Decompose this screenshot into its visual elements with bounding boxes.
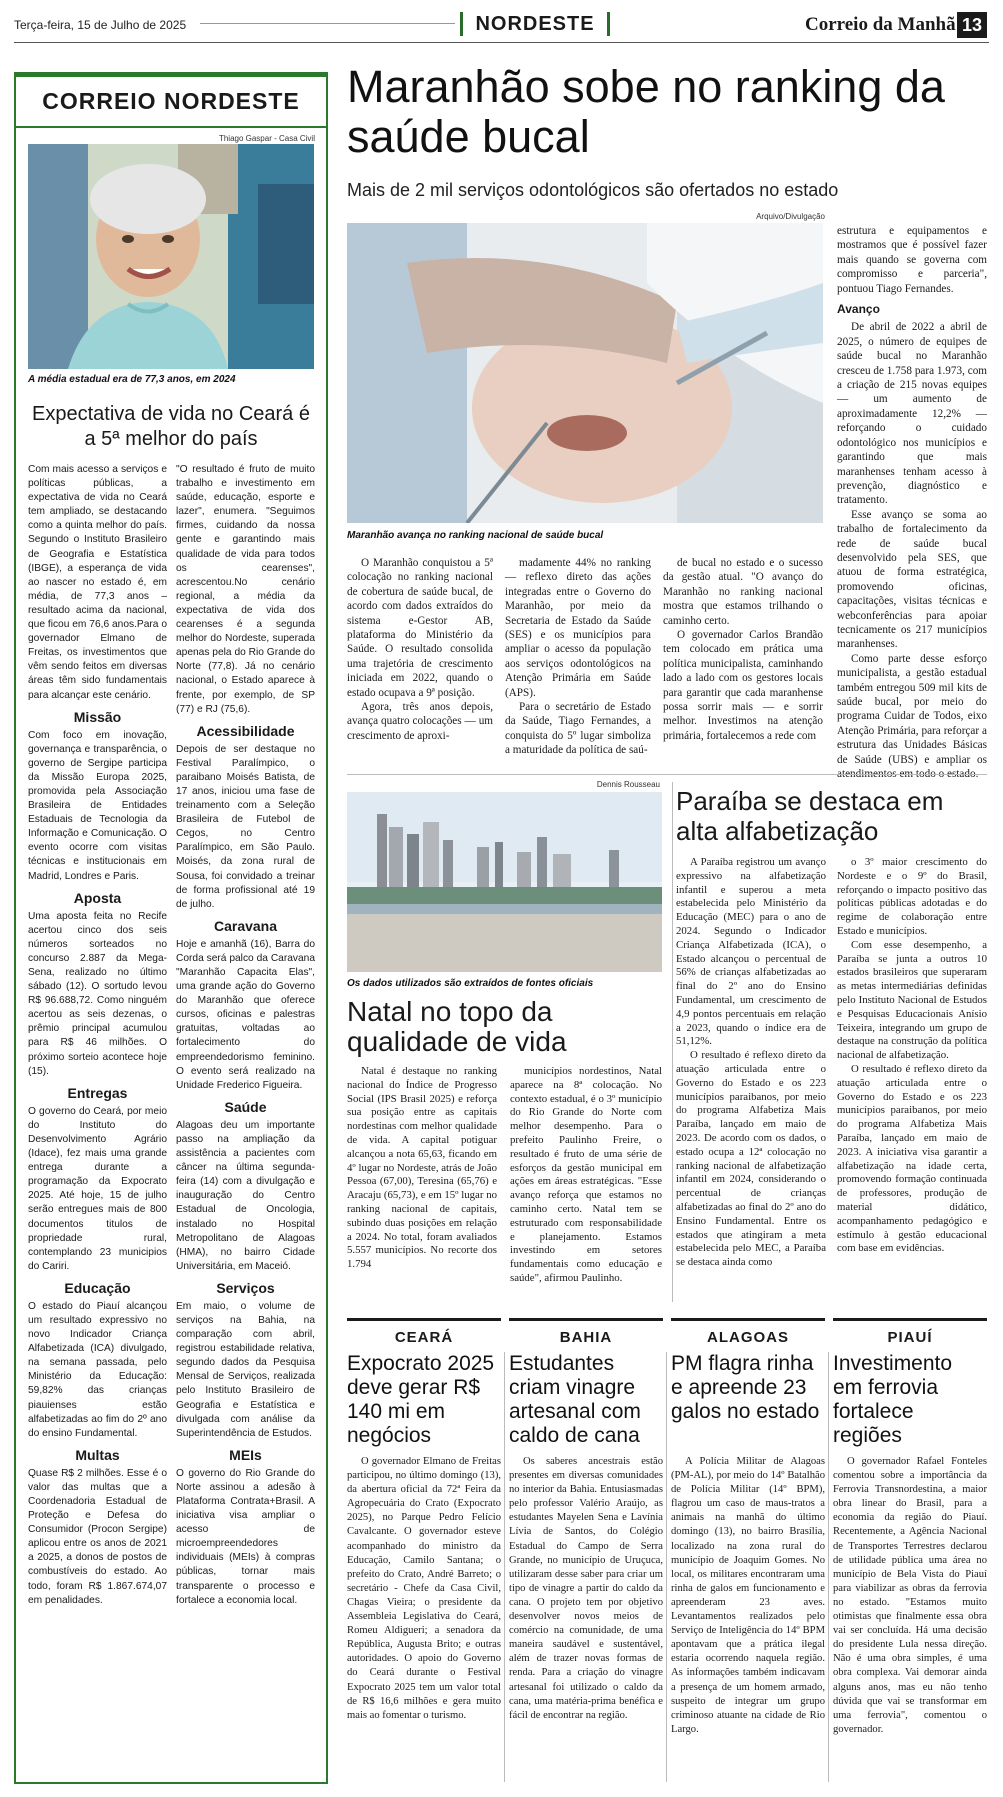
brief-title: Educação [64, 1279, 131, 1296]
sidebar-headline: Expectativa de vida no Ceará é a 5ª melhor do país [32, 403, 310, 450]
brief-title: Missão [73, 708, 122, 725]
brief-text: Depois de ser destaque no Festival Paralímpico, o paraibano Moisés Batista, de 17 anos, iniciou uma fase de treinamento com a Seleção Brasileira de Futebol de Cegos, no Centro Paralímpico, em São Paulo. Moisés, da zona rural de Sousa, foi convidado a treinar de forma profissional até 19 de julho. [176, 743, 315, 910]
main-photo-caption: Maranhão avança no ranking nacional de saúde bucal [347, 530, 604, 541]
article-paragraph: Com esse desempenho, a Paraíba se junta a outros 10 estados brasileiros que superaram as metas intermediárias definidas pelo Instituto Nacional de Estudos e Pesquisas Educacionais Anísio Teixeira, integrando um grupo de destaque na construção da política nacional de alfabetização. [837, 938, 987, 1062]
sidebar-lead-left: Com mais acesso a serviços e políticas públicas, a expectativa de vida no Ceará tem ampliado, se destacando como a quinta melhor do país. Segundo o Instituto Brasileiro de Geografia e Estatística (IBGE), a esperança de vida ao nascer no estado é, em média, de 77,3 anos – resultado acima da nacional, que ficou em 76,6 anos.Para o governador Elmano de Freitas, os investimentos que vêm sendo feitos em diversas áreas têm sido fundamentais para alcançar este cenário. [28, 464, 167, 701]
header-rule [14, 42, 989, 43]
natal-col-2 [510, 1065, 662, 1286]
article-paragraph: de bucal no estado e o sucesso da gestão atual. "O avanço do Maranhão no ranking nacional mostra que estamos trilhando o caminho certo. [663, 557, 823, 627]
brief-category: PIAUÍ [833, 1318, 987, 1346]
column-rule [672, 782, 673, 1302]
brief-title: Entregas [67, 1084, 128, 1101]
dentist-photo [347, 223, 823, 523]
brief-category: BAHIA [509, 1318, 663, 1346]
brief-body [671, 1455, 825, 1737]
main-col-1 [347, 556, 493, 743]
main-headline: Maranhão sobe no ranking da saúde bucal [347, 61, 945, 162]
brief-paragraph: Os saberes ancestrais estão presentes em diversas comunidades no interior da Bahia. Entusiasmadas pelo professor Valério Araújo, as estudantes Mayelen Sena e Lavínia Lívia de Santos, do Colégio Estadual do Campo de Serra Grande, no município de Uruçuca, utilizaram desse saber para criar um tipo de vinagre a partir do caldo da cana. O projeto tem por objetivo desenvolver novos meios de comércio na comunidade, de uma maneira saudável e sustentável, além de trazer novas formas de renda. Para a criação do vinagre artesanal foi utilizado o caldo da cana, uma matéria-prima benéfica e fácil de encontrar na região. [509, 1456, 663, 1721]
main-subtitle: Mais de 2 mil serviços odontológicos são ofertados no estado [347, 180, 839, 200]
brief-headline: Investimento em ferrovia fortalece regiões [833, 1352, 953, 1447]
page-header [0, 0, 1003, 42]
sidebar-photo-caption: A média estadual era de 77,3 anos, em 2024 [28, 374, 236, 385]
masthead-logo: Correio da Manhã [805, 14, 956, 35]
paraiba-col-2 [837, 856, 987, 1256]
sidebar-column-right [176, 463, 315, 1608]
brief-category: CEARÁ [347, 1318, 501, 1346]
column-rule [828, 1352, 829, 1782]
brief-text: Em maio, o volume de serviços na Bahia, na comparação com abril, registrou estabilidade relativa, segundo dados da Pesquisa Mensal de Serviços, realizada pelo Instituto Brasileiro de Geografia e Estatística e divulgada com análise da Superintendência de Estudos. [176, 1300, 315, 1439]
brief-title: Acessibilidade [196, 722, 295, 739]
article-paragraph: Como parte desse esforço municipalista, a gestão estadual também entregou 509 mil kits de saúde bucal, por meio do programa Cuidar de Todos, eixo Atenção Primária, para reforçar a estrutura das Unidades Básicas de Saúde (UBS) e ampliar os atendimentos em todo o estado. [837, 652, 987, 781]
brief-title: Saúde [224, 1098, 267, 1115]
article-paragraph: O Maranhão conquistou a 5ª colocação no ranking nacional de cobertura de saúde bucal, de acordo com dados extraídos do sistema e-Gestor AB, plataforma do Ministério da Saúde. O resultado consolida uma trajetória de crescimento iniciada em 2022, quando o estado ocupava a 9ª posição. [347, 557, 493, 699]
sidebar-photo-credit: Thiago Gaspar - Casa Civil [218, 134, 315, 143]
brief-category: ALAGOAS [671, 1318, 825, 1346]
natal-headline: Natal no topo da qualidade de vida [347, 996, 567, 1057]
section-label: NORDESTE [460, 12, 610, 36]
article-paragraph: Agora, três anos depois, avança quatro colocações — um crescimento de aproxi- [347, 701, 493, 742]
article-paragraph: A Paraíba registrou um avanço expressivo na alfabetização infantil e superou a meta estabelecida pelo Ministério da Educação (MEC) para o ano de 2024. Segundo o Indicador Criança Alfabetizada (ICA), o Estado alcançou o percentual de 56% de crianças alfabetizadas ao final do 2º ano do Ensino Fundamental, um crescimento de 4,9 pontos percentuais em relação a 2023, quando o índice era de 51,12%. [676, 856, 826, 1048]
elderly-woman-illustration [28, 144, 314, 369]
sidebar-column-left [28, 463, 167, 1608]
page-number: 13 [957, 12, 987, 38]
header-divider [200, 23, 455, 24]
article-paragraph: Esse avanço se soma ao trabalho de fortalecimento da rede de saúde bucal desenvolvido pela SES, que atuou de forma estratégica, promovendo oficinas, capacitações, visitas técnicas e webconferências para apoiar tecnicamente os 217 municípios maranhenses. [837, 508, 987, 651]
article-paragraph: O governador Carlos Brandão tem colocado em prática uma política municipalista, caminhando lado a lado com os gestores locais para garantir que cada maranhense possa sorrir mais — e sorrir melhor. Investimos na atenção primária, fortalecemos a rede com [663, 629, 823, 742]
column-rule [504, 1352, 505, 1782]
article-paragraph: O resultado é reflexo direto da atuação articulada entre o Governo do Estado e os 223 municípios paraibanos, por meio do programa Alfabetiza Mais Paraíba, lançado em maio de 2023. De acordo com os dados, o estado ocupa a 12ª colocação no ranking nacional de alfabetização infantil em 2024, considerando o percentual de crianças alfabetizadas ao final do 2º ano do Ensino Fundamental. Entre os estados que atingiram a meta estabelecida pelo MEC, a Paraíba se destaca ainda como [676, 1049, 826, 1269]
brief-paragraph: O governador Elmano de Freitas participou, no último domingo (13), da abertura oficial da 72ª Feira da Agropecuária do Crato (Expocrato 2025), no Parque Pedro Felício Cavalcante. O governador esteve acompanhado do ministro da Educação, Camilo Santana; o prefeito do Crato, André Barreto; o secretário - Chefe da Casa Civil, Chagas Vieira; o presidente da Assembleia Legislativa do Ceará, Romeu Aldigueri; a senadora da República, Augusta Brito; e outras autoridades. O apoio do Governo do Ceará durante o Festival Expocrato 2025 tem um valor total de R$ 16,6 milhões e gera muito mais ao fomentar o turismo. [347, 1456, 501, 1721]
article-paragraph: madamente 44% no ranking — reflexo direto das ações integradas entre o Governo do Maranhão, por meio da Secretaria de Estado da Saúde (SES) e os municípios para ampliar o acesso da população aos serviços odontológicos na Atenção Primária em Saúde (APS). [505, 557, 651, 699]
brief-title: Caravana [213, 917, 278, 934]
column-rule [666, 1352, 667, 1782]
brief-title: Aposta [73, 889, 122, 906]
elderly-woman-photo [28, 144, 314, 369]
article-paragraph: O resultado é reflexo direto da atuação articulada entre o Governo do Estado e os 223 municípios paraibanos, por meio do programa Alfabetiza Mais Paraíba, lançado em maio de 2023. A iniciativa visa garantir a alfabetização na idade certa, promovendo formação continuada de professores, produção de material didático, acompanhamento pedagógico e estímulo à gestão educacional com base em evidências. [837, 1062, 987, 1255]
main-photo-credit: Arquivo/Divulgação [756, 212, 825, 221]
main-col-2 [505, 556, 651, 758]
brief-headline: Expocrato 2025 deve gerar R$ 140 mi em negócios [347, 1352, 495, 1447]
brief-text: Com foco em inovação, governança e transparência, o governo de Sergipe participa da Missão Europa 2025, promovida pela Associação Brasileira de Entidades Estaduais de Tecnologia da Informação e Comunicação. O evento ocorre com visitas técnicas e institucionais em Madrid, Londres e Paris. [28, 729, 167, 882]
brief-text: O governo do Rio Grande do Norte assinou a adesão à Plataforma Contrata+Brasil. A iniciativa visa ampliar o acesso de microempreendedores individuais (MEIs) à compras públicas, tornar mais transparente o processo e fortalece a economia local. [176, 1467, 315, 1606]
article-paragraph: Para o secretário de Estado da Saúde, Tiago Fernandes, a conquista do 5º lugar simboliza a maturidade da política de saú- [505, 701, 651, 757]
issue-date: Terça-feira, 15 de Julho de 2025 [14, 18, 187, 32]
sidebar-title: CORREIO NORDESTE [14, 72, 328, 128]
brief-paragraph: O governador Rafael Fonteles comentou sobre a importância da Ferrovia Transnordestina, a maior obra linear do Brasil, para a economia da região do Piauí. Recentemente, a Agência Nacional de Transportes Terrestres declarou de utilidade pública uma área no município de Bela Vista do Piauí para viabilizar as obras da ferrovia no estado. "Estamos muito otimistas que finalmente essa obra vai ser concluída. Há uma decisão do presidente Lula nessa direção. Não é uma obra simples, é uma obra complexa. Vai demorar ainda alguns anos, mas eu não tenho dúvida que vai se transformar em uma ferrovia", comentou o governador. [833, 1456, 987, 1735]
natal-beach-photo [347, 792, 662, 972]
natal-col-1 [347, 1065, 497, 1272]
main-col-3 [663, 556, 823, 743]
article-paragraph: De abril de 2022 a abril de 2025, o número de equipes de saúde bucal no Maranhão cresceu de 1.758 para 1.973, com a criação de 215 novas equipes — um aumento de aproximadamente 12,2% — reforçando o cuidado odontológico nos municípios e garantindo que mais maranhenses tenham acesso à prevenção, diagnóstico e tratamento. [837, 321, 987, 507]
brief-headline: PM flagra rinha e apreende 23 galos no estado [671, 1352, 820, 1423]
natal-photo-caption: Os dados utilizados são extraídos de fontes oficiais [347, 978, 594, 989]
paraiba-col-1 [676, 856, 826, 1270]
paraiba-headline: Paraíba se destaca em alta alfabetização [676, 786, 944, 846]
brief-text: Alagoas deu um importante passo na ampliação da assistência a pacientes com câncer na última segunda-feira (14) com a divulgação e inauguração do Centro Estadual de Oncologia, instalado no Hospital Metropolitano de Alagoas (HMA), no bairro Cidade Universitária, em Maceió. [176, 1119, 315, 1272]
article-paragraph: Natal é destaque no ranking nacional do Índice de Progresso Social (IPS Brasil 2025) e reforça sua posição entre as capitais nordestinas com melhor qualidade de vida. A capital potiguar alcançou a nota 65,63, ficando em 4º lugar no Nordeste, atrás de João Pessoa (67,00), Teresina (65,76) e Aracaju (65,73), e em 15º lugar no ranking nacional de capitais, subindo duas posições em relação a 2024. No total, foram avaliados 5.557 municípios. No recorte dos 1.794 [347, 1065, 497, 1271]
natal-photo-credit: Dennis Rousseau [596, 780, 660, 789]
natal-beach-illustration [347, 792, 662, 972]
brief-title: MEIs [229, 1446, 262, 1463]
brief-body [347, 1455, 501, 1723]
brief-text: Hoje e amanhã (16), Barra do Corda será palco da Caravana "Maranhão Capacita Elas", uma grande ação do Governo do Maranhão que oferece cursos, oficinas e palestras gratuitas, voltadas ao fortalecimento do empreendedorismo feminino. O evento será realizado na Unidade Frederico Figueira. [176, 938, 315, 1091]
brief-text: O estado do Piauí alcançou um resultado expressivo no novo Indicador Criança Alfabetizada (ICA) divulgado, na semana passada, pelo Ministério da Educação: 59,82% das crianças piauienses estão alfabetizadas ao fim do 2º ano do ensino Fundamental. [28, 1300, 167, 1439]
brief-paragraph: A Polícia Militar de Alagoas (PM-AL), por meio do 14º Batalhão de Polícia Militar (14º BPM), flagrou um caso de maus-tratos a animais na manhã do último domingo (13), no bairro Brasília, localizado na zona rural do município de Joaquim Gomes. No local, os militares encontraram uma rinha de galos em funcionamento e apreenderam 23 aves. Levantamentos realizados pelo Serviço de Inteligência do 14º BPM apontavam que a prática ilegal estaria ocorrendo naquela região. As informações também indicavam a presença de um homem armado, suspeito de integrar um grupo criminoso atuante na cidade de Rio Largo. [671, 1456, 825, 1735]
article-paragraph: municípios nordestinos, Natal aparece na 8ª colocação. No contexto estadual, é o 3º município do Rio Grande do Norte com melhor desempenho. Para o prefeito Paulinho Freire, o resultado é fruto de uma série de esforços da gestão municipal em ações em áreas estratégicas. "Esse avanço reforça que estamos no caminho certo. Natal tem se estruturado com responsabilidade e planejamento. Estamos investindo em setores fundamentais como educação e saúde", afirmou Paulinho. [510, 1065, 662, 1284]
section-divider [347, 774, 987, 775]
brief-title: Multas [75, 1446, 120, 1463]
brief-headline: Estudantes criam vinagre artesanal com caldo de cana [509, 1352, 641, 1447]
brief-text: Quase R$ 2 milhões. Esse é o valor das multas que a Coordenadoria Estadual de Proteção e Defesa do Consumidor (Procon Sergipe) aplicou entre os anos de 2021 a 2025, a donos de postos de combustíveis do estado. Ao todo, foram R$ 1.867.674,07 em penalidades. [28, 1467, 167, 1606]
article-paragraph: o 3º maior crescimento do Nordeste e o 9º do Brasil, reforçando o impacto positivo das políticas públicas adotadas e do regime de colaboração entre Estado e municípios. [837, 856, 987, 937]
brief-body [833, 1455, 987, 1737]
brief-body [509, 1455, 663, 1723]
main-subhead-avanco: Avanço [837, 302, 880, 317]
main-col-4 [837, 224, 987, 781]
dentist-illustration [347, 223, 823, 523]
brief-text: Uma aposta feita no Recife acertou cinco dos seis números sorteados no concurso 2.887 da Mega-Sena, realizado no último sábado (12). O sortudo levou R$ 96.688,72. Como ninguém acertou as seis dezenas, o prêmio principal acumulou para R$ 46 milhões. O próximo sorteio acontece hoje (15). [28, 910, 167, 1077]
sidebar-lead-right: "O resultado é fruto de muito trabalho e investimento em saúde, educação, esporte e lazer", enumera. "Seguimos firmes, cuidando da nossa gente e garantindo mais qualidade de vida para todos os cearenses", acrescentou.No cenário regional, a média da expectativa de vida dos cearenses é a segunda melhor do Nordeste, superada apenas pela do Rio Grande do Norte (77,8). Já no cenário nacional, o Estado aparece à frente, por exemplo, de SP (77) e RJ (75,6). [176, 464, 315, 715]
brief-text: O governo do Ceará, por meio do Instituto do Desenvolvimento Agrário (Idace), fez mais uma grande entrega durante a programação da Expocrato 2025. Até hoje, 15 de julho serão entregues mais de 800 documentos titulos de propriedade rural, contemplando 23 municipios do Cariri. [28, 1105, 167, 1272]
main-col4-top: estrutura e equipamentos e mostramos que é possível fazer mais quando se governa com compromisso e parceria", pontuou Tiago Fernandes. [837, 225, 987, 295]
brief-title: Serviços [216, 1279, 275, 1296]
